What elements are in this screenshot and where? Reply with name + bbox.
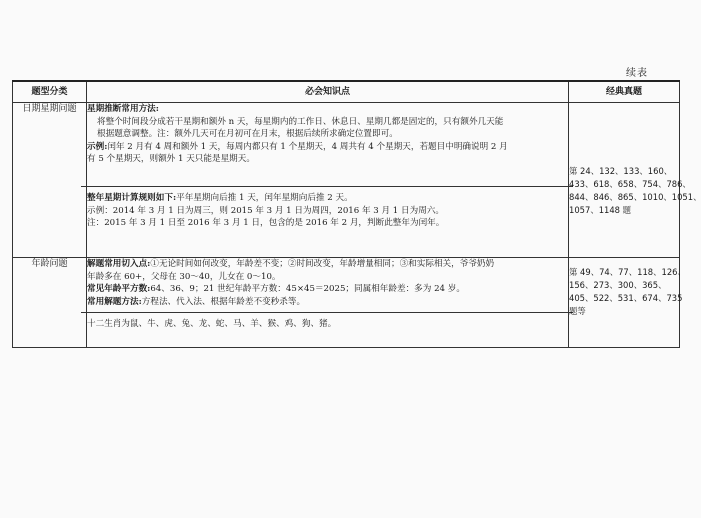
knowledge-line-text: 年龄多在 60+，父母在 30～40，儿女在 0～10。 (87, 271, 281, 282)
knowledge-line (87, 141, 568, 154)
knowledge-line-text: 闰年 2 月有 4 周和额外 1 天，每周内都只有 1 个星期天，4 周共有 4 个星期天，若题目中明确说明 2 月 (107, 141, 508, 152)
continued-label: 续表 (626, 68, 648, 79)
header-knowledge: 必会知识点 (87, 81, 569, 103)
knowledge-block (81, 186, 573, 230)
exam-line: 第 49、74、77、118、126、 (569, 267, 686, 277)
knowledge-line-text: 方程法、代入法、根据年龄差不变秒杀等。 (141, 296, 306, 307)
knowledge-line (87, 116, 568, 129)
knowledge-line (87, 271, 568, 284)
knowledge-line-text: 将整个时间段分成若干星期和额外 n 天，每星期内的工作日、休息日、星期几都是固定的，只有额外几天能 (97, 116, 504, 127)
knowledge-line-text: 64、36、9；21 世纪年龄平方数：45×45＝2025；同属相年龄差：多为 24 岁。 (150, 284, 465, 295)
exam-line: 第 24、132、133、160、 (569, 166, 673, 176)
knowledge-line (87, 205, 568, 218)
knowledge-line-text: 示例：2014 年 3 月 1 日为周三，则 2015 年 3 月 1 日为周四，2016 年 3 月 1 日为周六。 (87, 205, 444, 216)
header-category: 题型分类 (13, 81, 87, 103)
knowledge-line (87, 192, 568, 205)
exam-cell (569, 103, 701, 258)
table-row (13, 103, 680, 258)
exam-line: 题等 (569, 306, 586, 316)
knowledge-line (87, 318, 568, 331)
knowledge-line (87, 103, 568, 116)
knowledge-line (87, 283, 568, 296)
exam-line: 1057、1148 题 (569, 205, 632, 215)
knowledge-line-text: 有 5 个星期天，则额外 1 天只能是星期天。 (87, 154, 255, 165)
category-cell: 日期星期问题 (13, 103, 87, 258)
exam-cell (569, 258, 686, 348)
exam-line: 433、618、658、754、786、 (569, 179, 691, 189)
knowledge-line-heading: 常用解题方法: (87, 296, 142, 307)
knowledge-block (87, 103, 568, 166)
knowledge-line-heading: 解题常用切入点: (87, 259, 151, 269)
table-header-row (13, 81, 680, 103)
knowledge-line-heading: 常见年龄平方数: (87, 284, 151, 295)
knowledge-line-text: 根据题意调整。注：额外几天可在月初可在月末，根据后续所求确定位置即可。 (97, 129, 398, 140)
knowledge-line (87, 128, 568, 141)
knowledge-line-heading: 星期推断常用方法: (87, 104, 159, 114)
knowledge-line (87, 296, 568, 309)
knowledge-line-text: 十二生肖为鼠、牛、虎、兔、龙、蛇、马、羊、猴、鸡、狗、猪。 (87, 319, 337, 330)
knowledge-line-text: 平年星期向后推 1 天，闰年星期向后推 2 天。 (176, 192, 353, 203)
knowledge-block (87, 258, 568, 308)
knowledge-line (87, 153, 568, 166)
knowledge-line-heading: 示例: (87, 141, 108, 152)
knowledge-line-text: 注：2015 年 3 月 1 日至 2016 年 3 月 1 日，包含的是 2016 年 2 月，判断此整年为闰年。 (87, 218, 445, 229)
exam-line: 844、846、865、1010、1051、 (569, 192, 701, 202)
exam-line: 156、273、300、365、 (569, 280, 667, 290)
header-exams: 经典真题 (569, 81, 680, 103)
knowledge-line-text: ①无论时间如何改变，年龄差不变；②时间改变，年龄增量相同；③和实际相关，爷爷奶奶 (150, 259, 495, 269)
knowledge-block (81, 312, 573, 331)
knowledge-cell (87, 103, 569, 258)
exam-line: 405、522、531、674、735 (569, 293, 683, 303)
knowledge-line (87, 217, 568, 230)
category-cell: 年龄问题 (13, 258, 87, 348)
knowledge-cell (87, 258, 569, 348)
knowledge-line (87, 258, 568, 271)
knowledge-line-heading: 整年星期计算规则如下: (87, 192, 177, 203)
table-row (13, 258, 680, 348)
knowledge-table (12, 80, 701, 348)
